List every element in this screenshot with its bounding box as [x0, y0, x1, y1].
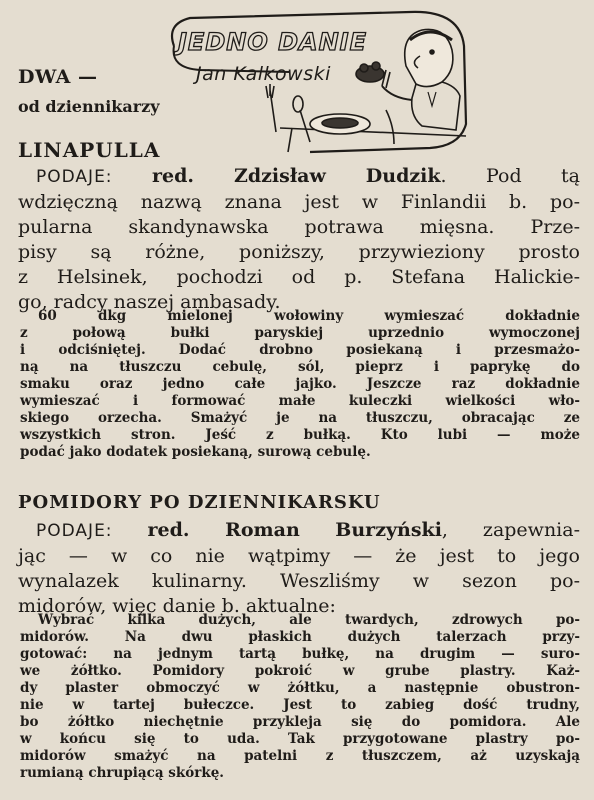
- lead-line: jąc — w co nie wątpimy — że jest to jego: [18, 545, 580, 567]
- lead-line: midorów, więc danie b. aktualne:: [18, 595, 336, 617]
- lead-line: wdzięczną nazwą znana jest w Finlandii b. po-: [18, 191, 580, 213]
- lead-line: PODAJE: red. Zdzisław Dudzik. Pod tą: [36, 165, 580, 187]
- lead-line: go, radcy naszej ambasady.: [18, 291, 281, 313]
- recipe-line: Wybrać kilka dużych, ale twardych, zdrowych po-: [38, 612, 580, 628]
- recipe-line: wszystkich stron. Jeść z bułką. Kto lubi — może: [20, 427, 580, 443]
- recipe-line: z połową bułki paryskiej uprzednio wymoczonej: [20, 325, 580, 341]
- recipe-line: w końcu się to uda. Tak przygotowane plastry po-: [20, 731, 580, 747]
- section-subkicker: od dziennikarzy: [18, 97, 160, 116]
- jedno-danie-logo: [160, 6, 472, 154]
- recipe-line: podać jako dodatek posiekaną, surową cebulę.: [20, 444, 371, 460]
- article-1-author: red. Zdzisław Dudzik: [151, 165, 441, 187]
- article-2-author: red. Roman Burzyński: [147, 519, 442, 541]
- recipe-line: we żółtko. Pomidory pokroić w grube plastry. Każ-: [20, 663, 580, 679]
- lead-line: wynalazek kulinarny. Weszliśmy w sezon po-: [18, 570, 580, 592]
- lead-line: z Helsinek, pochodzi od p. Stefana Halickie-: [18, 266, 580, 288]
- recipe-line: smaku oraz jedno całe jajko. Jeszcze raz dokładnie: [20, 376, 580, 392]
- lead-line: PODAJE: red. Roman Burzyński, zapewnia-: [36, 519, 580, 541]
- recipe-line: dy plaster obmoczyć w żółtku, a następnie obustron-: [20, 680, 580, 696]
- logo-author: Jan Kalkowski: [196, 63, 331, 85]
- recipe-line: rumianą chrupiącą skórkę.: [20, 765, 225, 781]
- article-1-lead: [18, 164, 580, 315]
- recipe-line: wymieszać i formować małe kuleczki wielkości wło-: [20, 393, 580, 409]
- recipe-line: i odciśniętej. Dodać drobno posiekaną i przesmażo-: [20, 342, 580, 358]
- logo-title: JEDNO DANIE: [178, 28, 367, 56]
- article-2-lead: [18, 518, 580, 619]
- recipe-line: 60 dkg mielonej wołowiny wymieszać dokładnie: [38, 308, 580, 324]
- recipe-line: midorów smażyć na patelni z tłuszczem, aż uzyskają: [20, 748, 580, 764]
- recipe-line: ną na tłuszczu cebulę, sól, pieprz i paprykę do: [20, 359, 580, 375]
- article-1-recipe: [20, 308, 580, 461]
- recipe-line: gotować: na jednym tartą bułkę, na drugim — suro-: [20, 646, 580, 662]
- recipe-line: bo żółtko niechętnie przykleja się do pomidora. Ale: [20, 714, 580, 730]
- podaje-label: PODAJE:: [36, 521, 113, 541]
- recipe-line: midorów. Na dwu płaskich dużych talerzach przy-: [20, 629, 580, 645]
- article-2-title: POMIDORY PO DZIENNIKARSKU: [18, 492, 381, 513]
- lead-line: pularna skandynawska potrawa mięsna. Prze-: [18, 216, 580, 238]
- section-kicker: DWA —: [18, 66, 98, 88]
- lead-line: pisy są różne, poniższy, przywieziony prosto: [18, 241, 580, 263]
- podaje-label: PODAJE:: [36, 167, 113, 187]
- article-2-recipe: [20, 612, 580, 782]
- recipe-line: skiego orzecha. Smażyć je na tłuszczu, obracając ze: [20, 410, 580, 426]
- article-1-title: LINAPULLA: [18, 138, 161, 162]
- recipe-line: nie w tartej bułeczce. Jest to zabieg dość trudny,: [20, 697, 580, 713]
